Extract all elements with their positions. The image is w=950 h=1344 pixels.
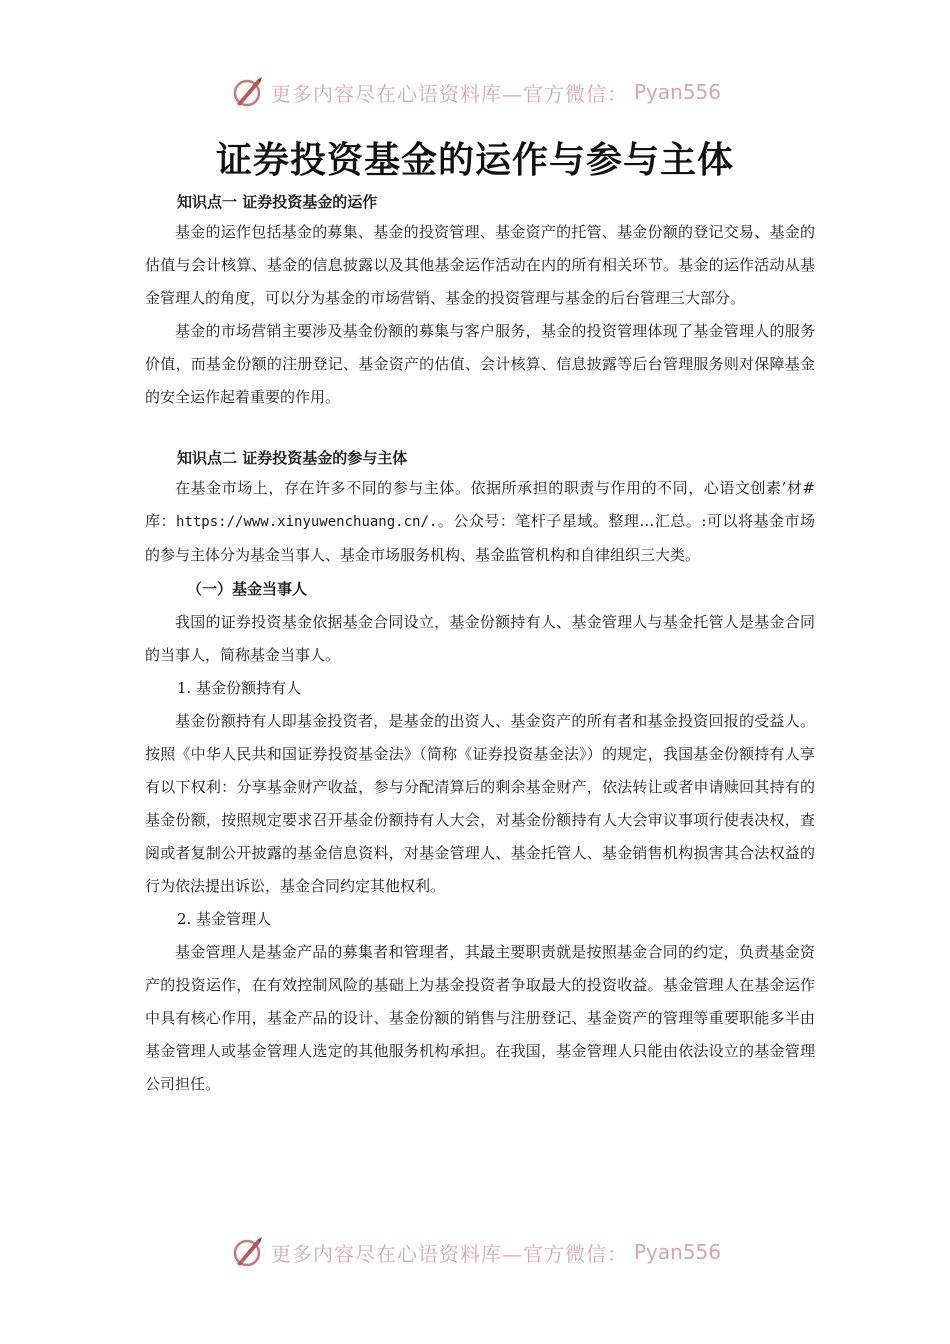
section2-heading: 知识点二 证券投资基金的参与主体 (177, 449, 408, 467)
banner-text: 更多内容尽在心语资料库—官方微信： (270, 81, 628, 106)
section-spacer (145, 414, 815, 444)
pen-logo-icon (229, 1234, 265, 1270)
pen-logo-icon (229, 74, 265, 110)
section2-text-b: 。公众号：笔杆子星域。整理…汇总。:可以将基金市场的参与主体分为基金当事人、基金市场服务机构、基金监管机构和自律组织三大类。 (145, 512, 815, 564)
banner-wechat-id: Pyan556 (633, 80, 721, 104)
footer-banner (0, 1232, 950, 1272)
document-body (145, 188, 815, 1101)
subsection-heading: （一）基金当事人 (187, 580, 308, 598)
section1-paragraph-2: 基金的市场营销主要涉及基金份额的募集与客户服务，基金的投资管理体现了基金管理人的服务价值，而基金份额的注册登记、基金资产的估值、会计核算、信息披露等后台管理服务则对保障基金的安全运作起着重要的作用。 (145, 322, 815, 406)
section1-heading: 知识点一 证券投资基金的运作 (177, 193, 378, 211)
banner-text: 更多内容尽在心语资料库—官方微信： (270, 1241, 628, 1266)
item2-text: 基金管理人是基金产品的募集者和管理者，其最主要职责就是按照基金合同的约定，负责基金资产的投资运作，在有效控制风险的基础上为基金投资者争取最大的投资收益。基金管理人在基金运作中具有核心作用，基金产品的设计、基金份额的销售与注册登记、基金资产的管理等重要职能多半由基金管理人或基金管理人选定的其他服务机构承担。在我国，基金管理人只能由依法设立的基金管理公司担任。 (145, 943, 815, 1093)
section2-text-a: 在基金市场上，存在许多不同的参与主体。依据所承担的职责与作用的不同，心语文创素’材#库： (145, 479, 815, 530)
section2-paragraph-1 (145, 472, 815, 572)
source-url: https://www.xinyuwenchuang.cn/. (176, 514, 438, 530)
item2-title: 2. 基金管理人 (177, 910, 272, 928)
section1-paragraph-1: 基金的运作包括基金的募集、基金的投资管理、基金资产的托管、基金份额的登记交易、基金的估值与会计核算、基金的信息披露以及其他基金运作活动在内的所有相关环节。基金的运作活动从基金管理人的角度，可以分为基金的市场营销、基金的投资管理与基金的后台管理三大部分。 (145, 223, 815, 307)
item1-text: 基金份额持有人即基金投资者，是基金的出资人、基金资产的所有者和基金投资回报的受益人。按照《中华人民共和国证券投资基金法》（简称《证券投资基金法》）的规定，我国基金份额持有人享有以下权利：分享基金财产收益，参与分配清算后的剩余基金财产，依法转让或者申请赎回其持有的基金份额，按照规定要求召开基金份额持有人大会，对基金份额持有人大会审议事项行使表决权，查阅或者复制公开披露的基金信息资料，对基金管理人、基金托管人、基金销售机构损害其合法权益的行为依法提出诉讼，基金合同约定其他权利。 (145, 712, 815, 895)
header-banner (0, 72, 950, 112)
page-title: 证券投资基金的运作与参与主体 (215, 140, 734, 181)
item1-title: 1. 基金份额持有人 (177, 679, 302, 697)
subsection-paragraph: 我国的证券投资基金依据基金合同设立，基金份额持有人、基金管理人与基金托管人是基金合同的当事人，简称基金当事人。 (145, 613, 815, 664)
banner-wechat-id: Pyan556 (633, 1240, 721, 1264)
